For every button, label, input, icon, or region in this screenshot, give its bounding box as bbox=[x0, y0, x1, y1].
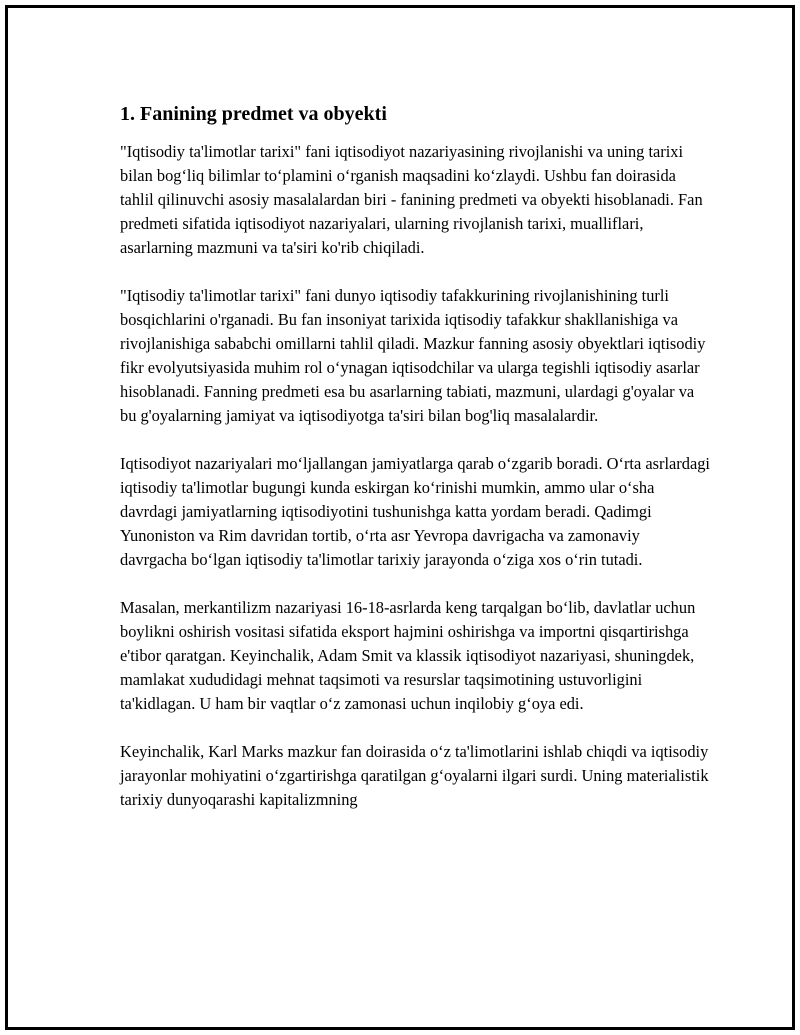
paragraph-5: Keyinchalik, Karl Marks mazkur fan doirasida oʻz ta'limotlarini ishlab chiqdi va iqtisodiy jarayonlar mohiyatini oʻzgartirishga qaratilgan gʻoyalarni ilgari surdi. Uning materialistik tarixiy dunyoqarashi kapitalizmning bbox=[120, 742, 709, 809]
paragraph-2: "Iqtisodiy ta'limotlar tarixi" fani dunyo iqtisodiy tafakkurining rivojlanishining turli bosqichlarini o'rganadi. Bu fan insoniyat tarixida iqtisodiy tafakkur shakllanishiga va rivojlanishiga sababchi omillarni tahlil qiladi. Mazkur fanning asosiy obyektlari iqtisodiy fikr evolyutsiyasida muhim rol oʻynagan iqtisodchilar va ularga tegishli iqtisodiy asarlar hisoblanadi. Fanning predmeti esa bu asarlarning tabiati, mazmuni, ulardagi g'oyalar va bu g'oyalarning jamiyat va iqtisodiyotga ta'siri bilan bog'liq masalalardir. bbox=[120, 286, 706, 425]
page-frame bbox=[5, 5, 795, 1030]
section-heading: 1. Fanining predmet va obyekti bbox=[120, 103, 387, 125]
paragraph-4: Masalan, merkantilizm nazariyasi 16-18-asrlarda keng tarqalgan boʻlib, davlatlar uchun boylikni oshirish vositasi sifatida eksport hajmini oshirishga va importni qisqartirishga e'tibor qaratgan. Keyinchalik, Adam Smit va klassik iqtisodiyot nazariyasi, shuningdek, mamlakat xududidagi mehnat taqsimoti va resurslar taqsimotining ustuvorligini ta'kidlagan. U ham bir vaqtlar oʻz zamonasi uchun inqilobiy gʻoya edi. bbox=[120, 598, 696, 713]
paragraph-1: "Iqtisodiy ta'limotlar tarixi" fani iqtisodiyot nazariyasining rivojlanishi va uning tarixi bilan bogʻliq bilimlar toʻplamini oʻrganish maqsadini koʻzlaydi. Ushbu fan doirasida tahlil qilinuvchi asosiy masalalardan biri - fanining predmeti va obyekti hisoblanadi. Fan predmeti sifatida iqtisodiyot nazariyalari, ularning rivojlanish tarixi, mualliflari, asarlarning mazmuni va ta'siri ko'rib chiqiladi. bbox=[120, 142, 703, 257]
document-body bbox=[120, 96, 710, 836]
paragraph-3: Iqtisodiyot nazariyalari moʻljallangan jamiyatlarga qarab oʻzgarib boradi. Oʻrta asrlardagi iqtisodiy ta'limotlar bugungi kunda eskirgan koʻrinishi mumkin, ammo ular oʻsha davrdagi jamiyatlarning iqtisodiyotini tushunishga katta yordam beradi. Qadimgi Yunoniston va Rim davridan tortib, oʻrta asr Yevropa davrigacha va zamonaviy davrgacha boʻlgan iqtisodiy ta'limotlar tarixiy jarayonda oʻziga xos oʻrin tutadi. bbox=[120, 454, 710, 569]
